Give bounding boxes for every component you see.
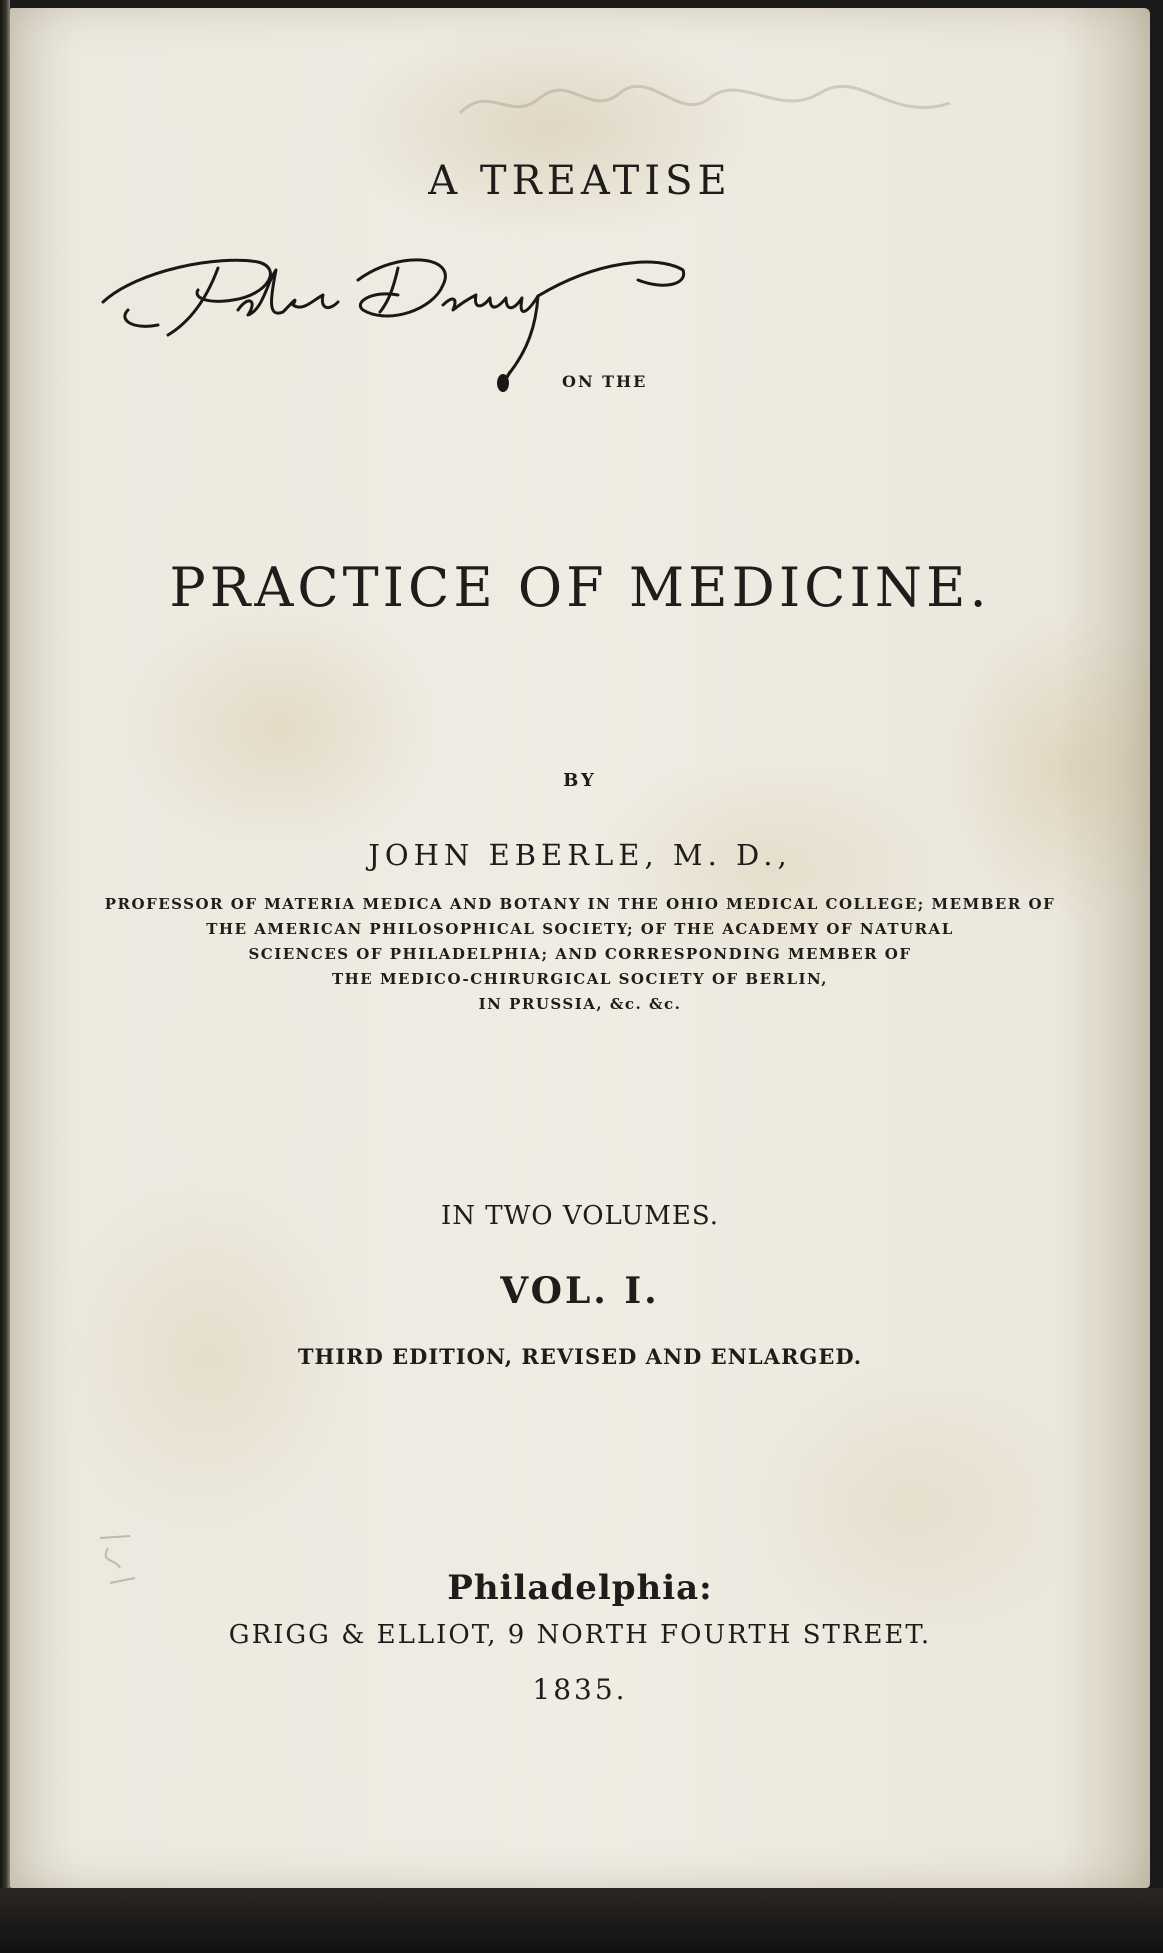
volumes-note: IN TWO VOLUMES.	[440, 1201, 720, 1231]
author-name: JOHN EBERLE, M. D.,	[368, 838, 792, 872]
imprint-city: Philadelphia:	[447, 1568, 713, 1608]
credentials-line: SCIENCES OF PHILADELPHIA; AND CORRESPONDING MEMBER OF	[248, 945, 912, 963]
title-on-the: ON THE	[562, 372, 648, 391]
by-line: BY	[563, 770, 597, 791]
edition-note: THIRD EDITION, REVISED AND ENLARGED.	[297, 1344, 863, 1369]
credentials-line: PROFESSOR OF MATERIA MEDICA AND BOTANY IN THE OHIO MEDICAL COLLEGE; MEMBER OF	[104, 895, 1056, 913]
background-surface	[0, 1888, 1163, 1953]
faint-handwriting-mark	[450, 63, 970, 143]
title-practice-of-medicine: PRACTICE OF MEDICINE.	[169, 556, 991, 619]
book-spine-edge	[0, 0, 10, 1953]
credentials-line: THE AMERICAN PHILOSOPHICAL SOCIETY; OF THE ACADEMY OF NATURAL	[206, 920, 954, 938]
volume-number: VOL. I.	[500, 1270, 660, 1312]
credentials-line: THE MEDICO-CHIRURGICAL SOCIETY OF BERLIN,	[331, 970, 829, 988]
imprint-year: 1835.	[532, 1673, 628, 1706]
imprint-publisher: GRIGG & ELLIOT, 9 NORTH FOURTH STREET.	[228, 1620, 932, 1650]
credentials-line: IN PRUSSIA, &c. &c.	[478, 995, 682, 1013]
title-page	[10, 8, 1150, 1888]
title-a-treatise: A TREATISE	[428, 158, 732, 204]
author-credentials	[10, 892, 1150, 1017]
